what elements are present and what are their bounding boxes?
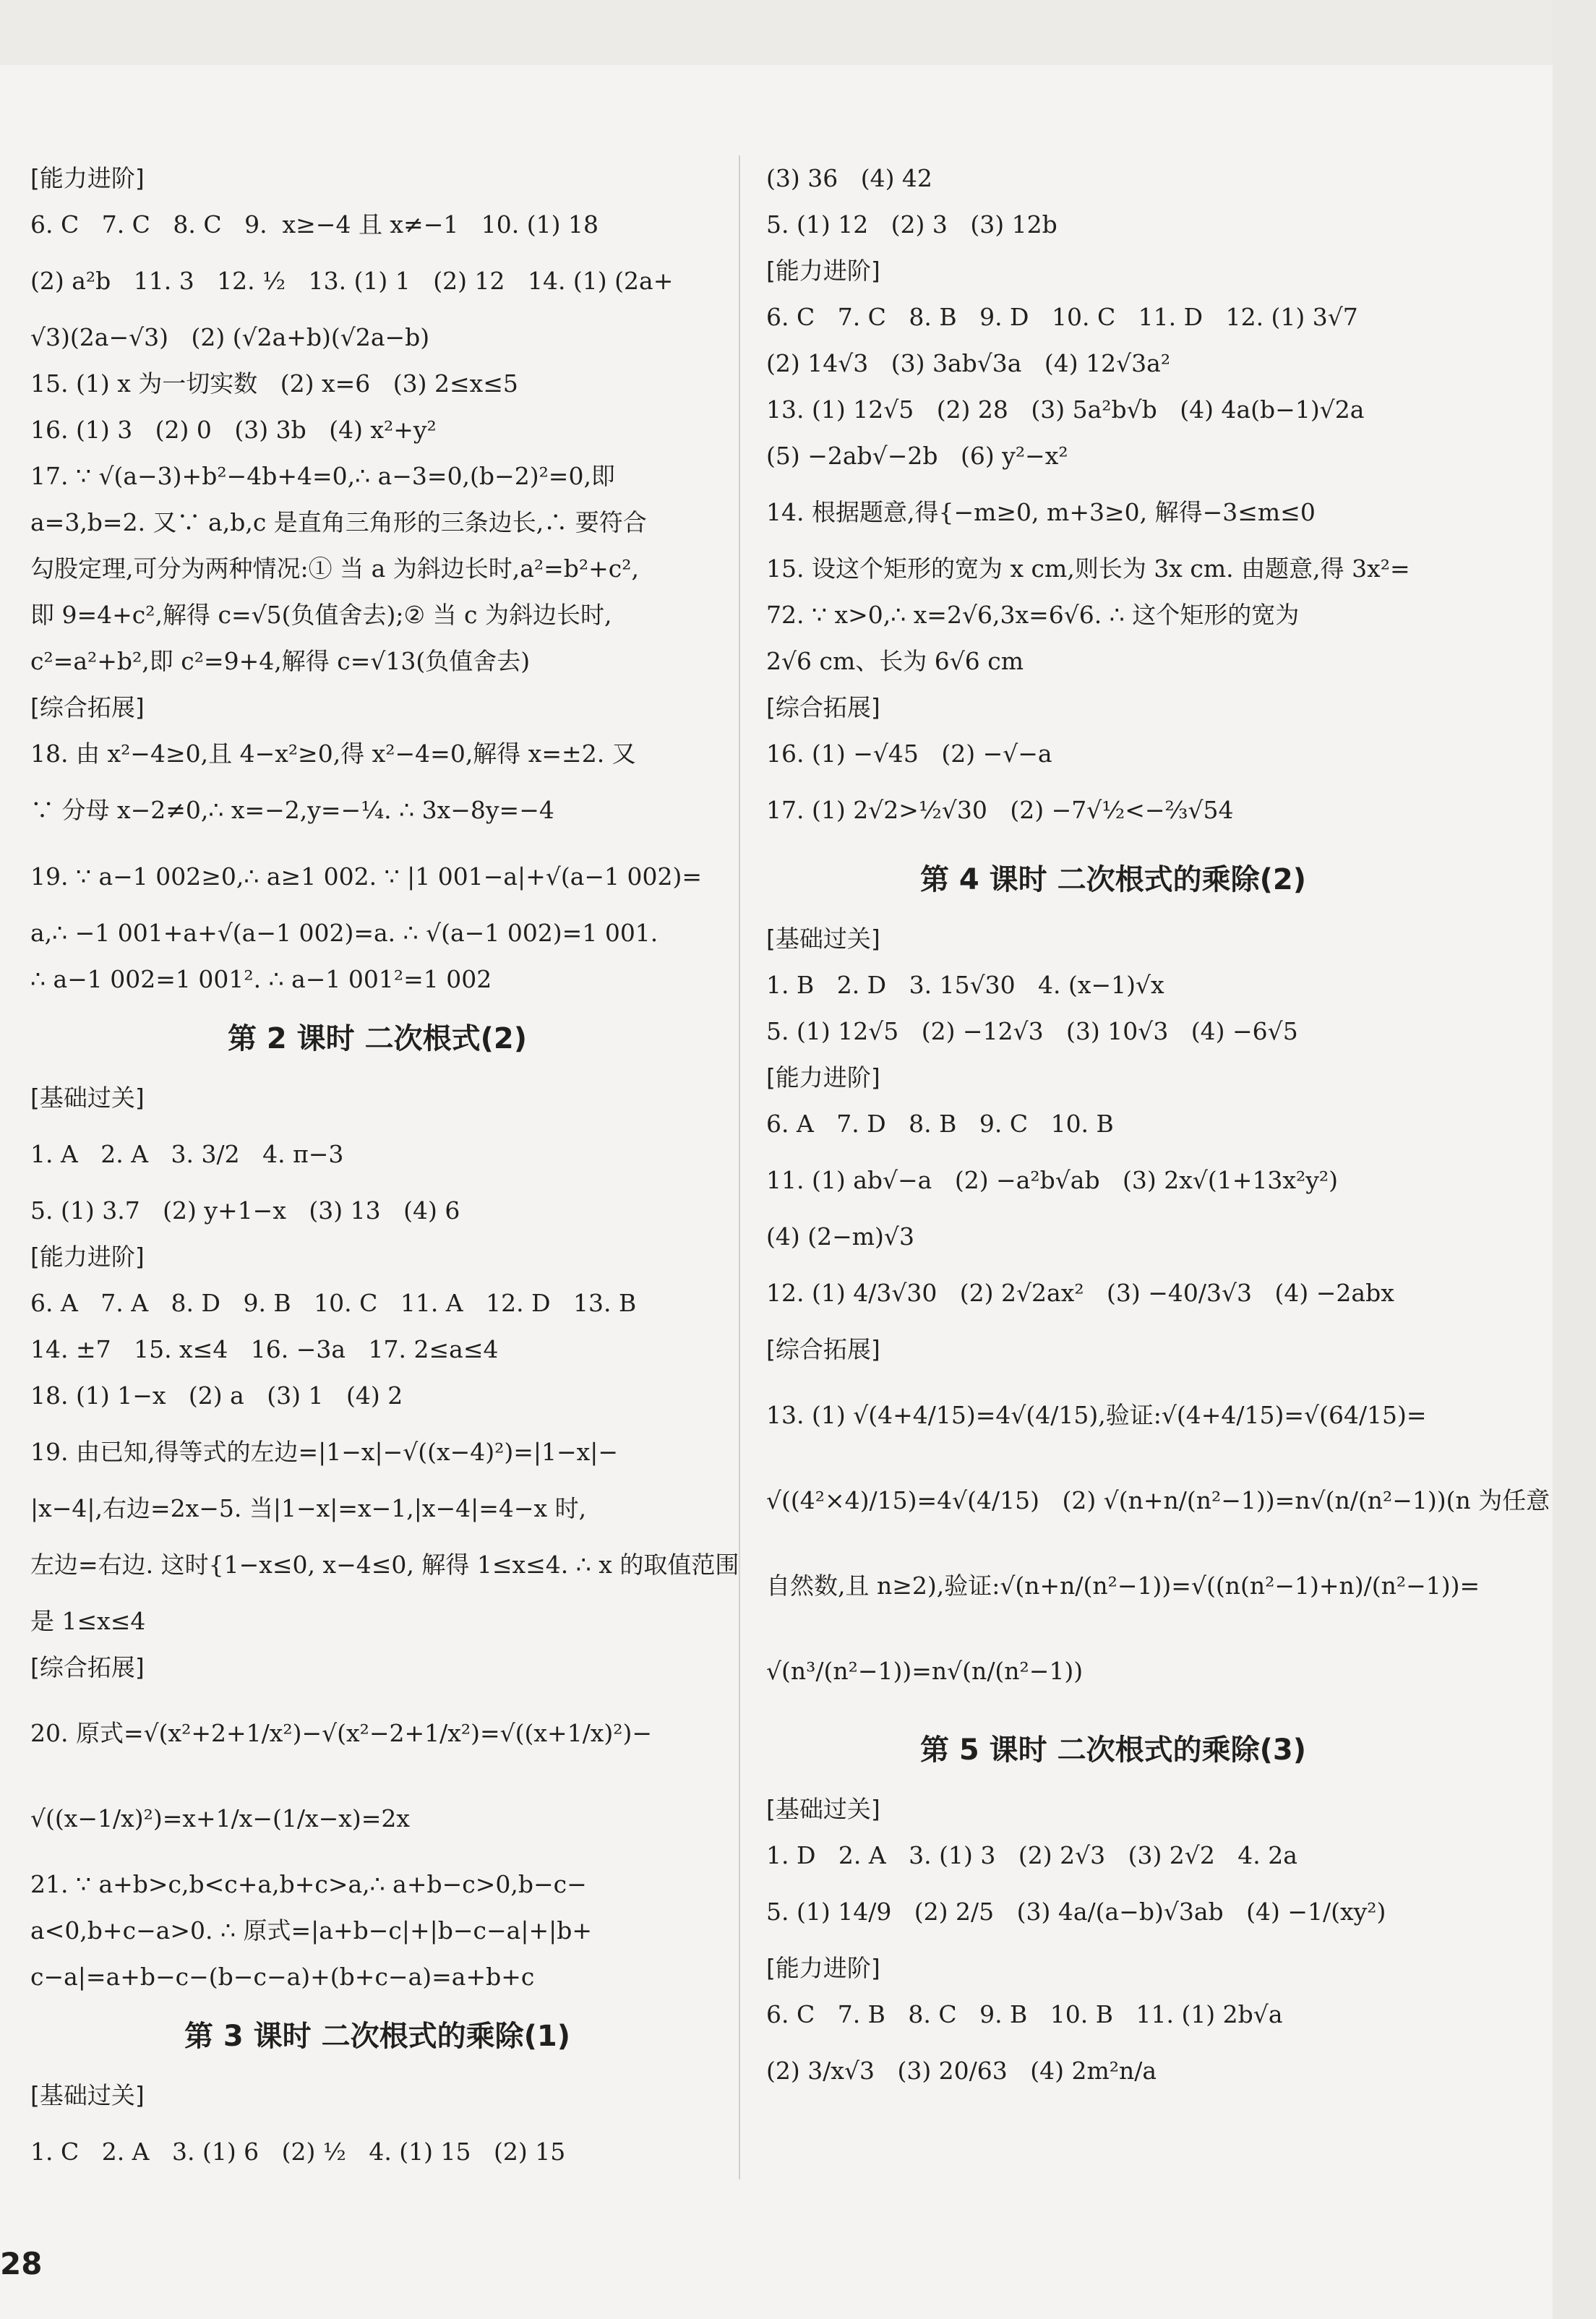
answer-line: (3) 36 (4) 42 (766, 164, 932, 192)
answer-line: a<0,b+c−a>0. ∴ 原式=|a+b−c|+|b−c−a|+|b+ (30, 1916, 592, 1945)
answer-line: ∴ a−1 002=1 001². ∴ a−1 001²=1 002 (30, 965, 492, 993)
section-label: [综合拓展] (30, 1653, 145, 1681)
answer-line: c−a|=a+b−c−(b−c−a)+(b+c−a)=a+b+c (30, 1963, 535, 1991)
answer-line: 72. ∵ x>0,∴ x=2√6,3x=6√6. ∴ 这个矩形的宽为 (766, 601, 1300, 629)
answer-line: 19. 由已知,得等式的左边=|1−x|−√((x−4)²)=|1−x|− (30, 1438, 619, 1466)
answer-line: 自然数,且 n≥2),验证:√(n+n/(n²−1))=√((n(n²−1)+n)/(n²−1))= (766, 1572, 1480, 1600)
answer-line: √((x−1/x)²)=x+1/x−(1/x−x)=2x (30, 1804, 411, 1833)
answer-line: (5) −2ab√−2b (6) y²−x² (766, 442, 1068, 470)
lesson-heading: 第 3 课时 二次根式的乘除(1) (184, 2020, 570, 2053)
lesson-heading: 第 5 课时 二次根式的乘除(3) (919, 1733, 1306, 1767)
answer-line: 18. (1) 1−x (2) a (3) 1 (4) 2 (30, 1381, 403, 1410)
answer-line: √((4²×4)/15)=4√(4/15) (2) √(n+n/(n²−1))=n√(n/(n²−1))(n 为任意 (766, 1486, 1550, 1514)
answer-line: 13. (1) 12√5 (2) 28 (3) 5a²b√b (4) 4a(b−1)√2a (766, 395, 1365, 424)
answer-line: (2) a²b 11. 3 12. ½ 13. (1) 1 (2) 12 14. (1) (2a+ (30, 267, 674, 295)
answer-line: 17. ∵ √(a−3)+b²−4b+4=0,∴ a−3=0,(b−2)²=0,即 (30, 462, 615, 490)
section-label: [基础过关] (766, 925, 880, 953)
answer-line: 13. (1) √(4+4/15)=4√(4/15),验证:√(4+4/15)=√(64/15)= (766, 1401, 1427, 1429)
answer-line: 20. 原式=√(x²+2+1/x²)−√(x²−2+1/x²)=√((x+1/x)²)− (30, 1719, 653, 1747)
answer-line: 6. C 7. C 8. C 9. x≥−4 且 x≠−1 10. (1) 18 (30, 210, 599, 239)
lesson-heading: 第 2 课时 二次根式(2) (227, 1022, 527, 1055)
answer-line: 6. C 7. B 8. C 9. B 10. B 11. (1) 2b√a (766, 2000, 1283, 2028)
answer-line: (4) (2−m)√3 (766, 1222, 914, 1251)
answer-line: 17. (1) 2√2>½√30 (2) −7√½<−⅔√54 (766, 796, 1234, 824)
answer-line: 19. ∵ a−1 002≥0,∴ a≥1 002. ∵ |1 001−a|+√(a−1 002)= (30, 862, 703, 891)
answer-line: 15. (1) x 为一切实数 (2) x=6 (3) 2≤x≤5 (30, 369, 518, 398)
answer-line: 1. B 2. D 3. 15√30 4. (x−1)√x (766, 971, 1164, 999)
answer-line: 即 9=4+c²,解得 c=√5(负值舍去);② 当 c 为斜边长时, (30, 601, 612, 629)
section-label: [能力进阶] (766, 1954, 880, 1982)
section-label: [基础过关] (766, 1795, 880, 1823)
answer-line: 5. (1) 12√5 (2) −12√3 (3) 10√3 (4) −6√5 (766, 1017, 1298, 1045)
answer-line: 1. D 2. A 3. (1) 3 (2) 2√3 (3) 2√2 4. 2a (766, 1841, 1297, 1869)
answer-line: 5. (1) 12 (2) 3 (3) 12b (766, 210, 1057, 239)
answer-line: 15. 设这个矩形的宽为 x cm,则长为 3x cm. 由题意,得 3x²= (766, 554, 1410, 583)
right-column (766, 155, 1550, 2104)
answer-line: 6. A 7. D 8. B 9. C 10. B (766, 1110, 1114, 1138)
answer-line: 16. (1) 3 (2) 0 (3) 3b (4) x²+y² (30, 416, 437, 444)
section-label: [能力进阶] (766, 1063, 880, 1092)
answer-line: (2) 3/x√3 (3) 20/63 (4) 2m²n/a (766, 2057, 1157, 2085)
right-margin (1553, 0, 1596, 2319)
answer-line: ∵ 分母 x−2≠0,∴ x=−2,y=−¼. ∴ 3x−8y=−4 (30, 796, 554, 824)
section-label: [能力进阶] (30, 1243, 145, 1271)
answer-line: 11. (1) ab√−a (2) −a²b√ab (3) 2x√(1+13x²y²) (766, 1166, 1339, 1194)
answer-line: (2) 14√3 (3) 3ab√3a (4) 12√3a² (766, 349, 1171, 377)
section-label: [基础过关] (30, 1084, 145, 1112)
answer-line: a=3,b=2. 又∵ a,b,c 是直角三角形的三条边长,∴ 要符合 (30, 508, 647, 536)
answer-line: 16. (1) −√45 (2) −√−a (766, 740, 1052, 768)
answer-line: 14. 根据题意,得{−m≥0, m+3≥0, 解得−3≤m≤0 (766, 498, 1316, 526)
section-label: [综合拓展] (766, 1335, 880, 1363)
answer-line: √(n³/(n²−1))=n√(n/(n²−1)) (766, 1657, 1084, 1685)
answer-line: 左边=右边. 这时{1−x≤0, x−4≤0, 解得 1≤x≤4. ∴ x 的取值范围 (30, 1551, 739, 1579)
section-label: [能力进阶] (766, 257, 880, 285)
answer-line: 14. ±7 15. x≤4 16. −3a 17. 2≤a≤4 (30, 1335, 499, 1363)
answer-line: 1. A 2. A 3. 3/2 4. π−3 (30, 1140, 344, 1168)
left-column (30, 155, 739, 2185)
answer-line: 勾股定理,可分为两种情况:① 当 a 为斜边长时,a²=b²+c², (30, 554, 639, 583)
section-label: [综合拓展] (766, 693, 880, 721)
page-number: 28 (0, 2246, 43, 2281)
column-divider (739, 155, 740, 2179)
answer-line: |x−4|,右边=2x−5. 当|1−x|=x−1,|x−4|=4−x 时, (30, 1494, 587, 1522)
answer-line: c²=a²+b²,即 c²=9+4,解得 c=√13(负值舍去) (30, 647, 531, 675)
answer-line: 1. C 2. A 3. (1) 6 (2) ½ 4. (1) 15 (2) 15 (30, 2138, 566, 2166)
answer-line: 12. (1) 4/3√30 (2) 2√2ax² (3) −40/3√3 (4) −2abx (766, 1279, 1394, 1307)
answer-line: 是 1≤x≤4 (30, 1607, 146, 1635)
section-label: [综合拓展] (30, 693, 145, 721)
answer-line: 2√6 cm、长为 6√6 cm (766, 647, 1024, 675)
answer-line: √3)(2a−√3) (2) (√2a+b)(√2a−b) (30, 323, 430, 351)
answer-line: 6. C 7. C 8. B 9. D 10. C 11. D 12. (1) 3√7 (766, 303, 1358, 331)
answer-line: 5. (1) 3.7 (2) y+1−x (3) 13 (4) 6 (30, 1196, 460, 1225)
section-label: [基础过关] (30, 2081, 145, 2109)
section-label: [能力进阶] (30, 164, 145, 192)
answer-line: 21. ∵ a+b>c,b<c+a,b+c>a,∴ a+b−c>0,b−c− (30, 1870, 587, 1898)
answer-line: 6. A 7. A 8. D 9. B 10. C 11. A 12. D 13. B (30, 1289, 637, 1317)
answer-line: a,∴ −1 001+a+√(a−1 002)=a. ∴ √(a−1 002)=1 001. (30, 919, 658, 947)
top-margin (0, 0, 1596, 65)
answer-line: 5. (1) 14/9 (2) 2/5 (3) 4a/(a−b)√3ab (4) −1/(xy²) (766, 1898, 1386, 1926)
answer-line: 18. 由 x²−4≥0,且 4−x²≥0,得 x²−4=0,解得 x=±2. 又 (30, 740, 636, 768)
lesson-heading: 第 4 课时 二次根式的乘除(2) (919, 863, 1306, 896)
